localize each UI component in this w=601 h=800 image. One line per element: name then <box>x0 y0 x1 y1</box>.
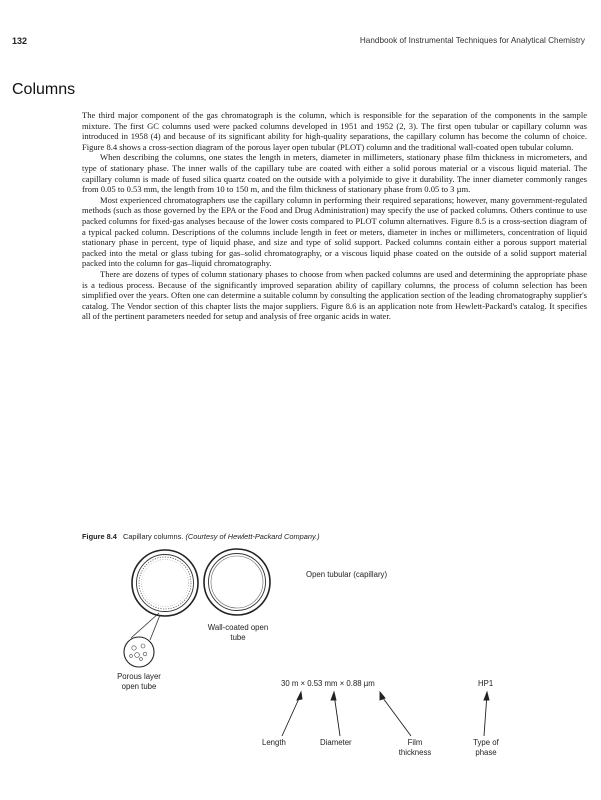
porous-layer-tube-icon <box>132 550 198 616</box>
body-text <box>82 110 587 322</box>
phase-type-label: Type of phase <box>473 738 499 757</box>
wall-coated-label: Wall-coated open tube <box>207 623 269 642</box>
running-head: Handbook of Instrumental Techniques for Analytical Chemistry <box>359 36 585 45</box>
capillary-column-figure <box>0 540 601 780</box>
figure-credit: (Courtesy of Hewlett-Packard Company.) <box>185 532 320 541</box>
callout-arrows <box>282 692 489 736</box>
zoom-lines <box>131 613 160 640</box>
figure-caption-text: Capillary columns. <box>122 532 184 541</box>
length-label: Length <box>262 738 286 747</box>
open-tubular-label: Open tubular (capillary) <box>306 570 388 579</box>
paragraph: Most experienced chromatographers use the capillary column in performing their required separations; however, many government-regulated methods (such as those governed by the EPA or the Food and Drug Administration) may specify the use of packed columns. Others continue to use packed columns for fixed-gas analyses because of the lower costs compared to PLOT column alternatives. Figure 8.5 is a cross-section diagram of a typical packed column. Descriptions of the columns include length in feet or meters, diameter in inches or millimeters, concentration of liquid stationary phase in percent, type of liquid phase, and size and type of solid support. Packed columns contain either a porous support material packed into the metal or glass tubing for gas–solid chromatography, or a viscous liquid phase coated on the outside of a solid support material packed into the column for gas–liquid chromatography. <box>82 194 587 269</box>
porous-layer-label: Porous layer open tube <box>117 672 161 691</box>
porous-detail-icon <box>124 637 154 667</box>
film-thickness-label: Film thickness <box>398 738 432 757</box>
wall-coated-tube-icon <box>204 549 270 615</box>
phase-code: HP1 <box>478 679 494 688</box>
figure-graphic <box>0 540 601 780</box>
diameter-label: Diameter <box>320 738 352 747</box>
figure-number: Figure 8.4 <box>82 532 117 541</box>
section-title: Columns <box>12 81 76 98</box>
column-spec: 30 m × 0.53 mm × 0.88 µm <box>281 679 375 688</box>
paragraph: There are dozens of types of column stationary phases to choose from when packed columns are used and determining the appropriate phase is a tedious process. Because of the significantly improved separation ability of capillary columns, the process of column selection has been simplified over the years. Often one can determine a suitable column by consulting the application section of the leading chromatography supplier's catalog. The Vendor section of this chapter lists the major suppliers. Figure 8.6 is an application note from Hewlett-Packard's catalog. It specifies all of the pertinent parameters needed for setup and analysis of free organic acids in water. <box>82 268 587 322</box>
page-number: 132 <box>12 36 28 46</box>
paragraph: When describing the columns, one states the length in meters, diameter in millimeters, stationary phase film thickness in micrometers, and type of stationary phase. The inner walls of the capillary tube are coated with either a solid porous material or a viscous liquid material. The capillary column is made of fused silica quartz coated on the outside with a polyimide to give it durability. The inner diameter commonly ranges from 0.05 to 0.53 mm, the length from 10 to 150 m, and the film thickness of stationary phase from 0.05 to 3 µm. <box>82 152 587 195</box>
paragraph: The third major component of the gas chromatograph is the column, which is responsible for the separation of the components in the sample mixture. The first GC columns used were packed columns developed in 1951 and 1952 (2, 3). The first open tubular or capillary column was introduced in 1958 (4) and because of its significant ability for high-quality separations, the capillary column has become the column of choice. Figure 8.4 shows a cross-section diagram of the porous layer open tubular (PLOT) column and the traditional wall-coated open tubular column. <box>82 110 587 152</box>
